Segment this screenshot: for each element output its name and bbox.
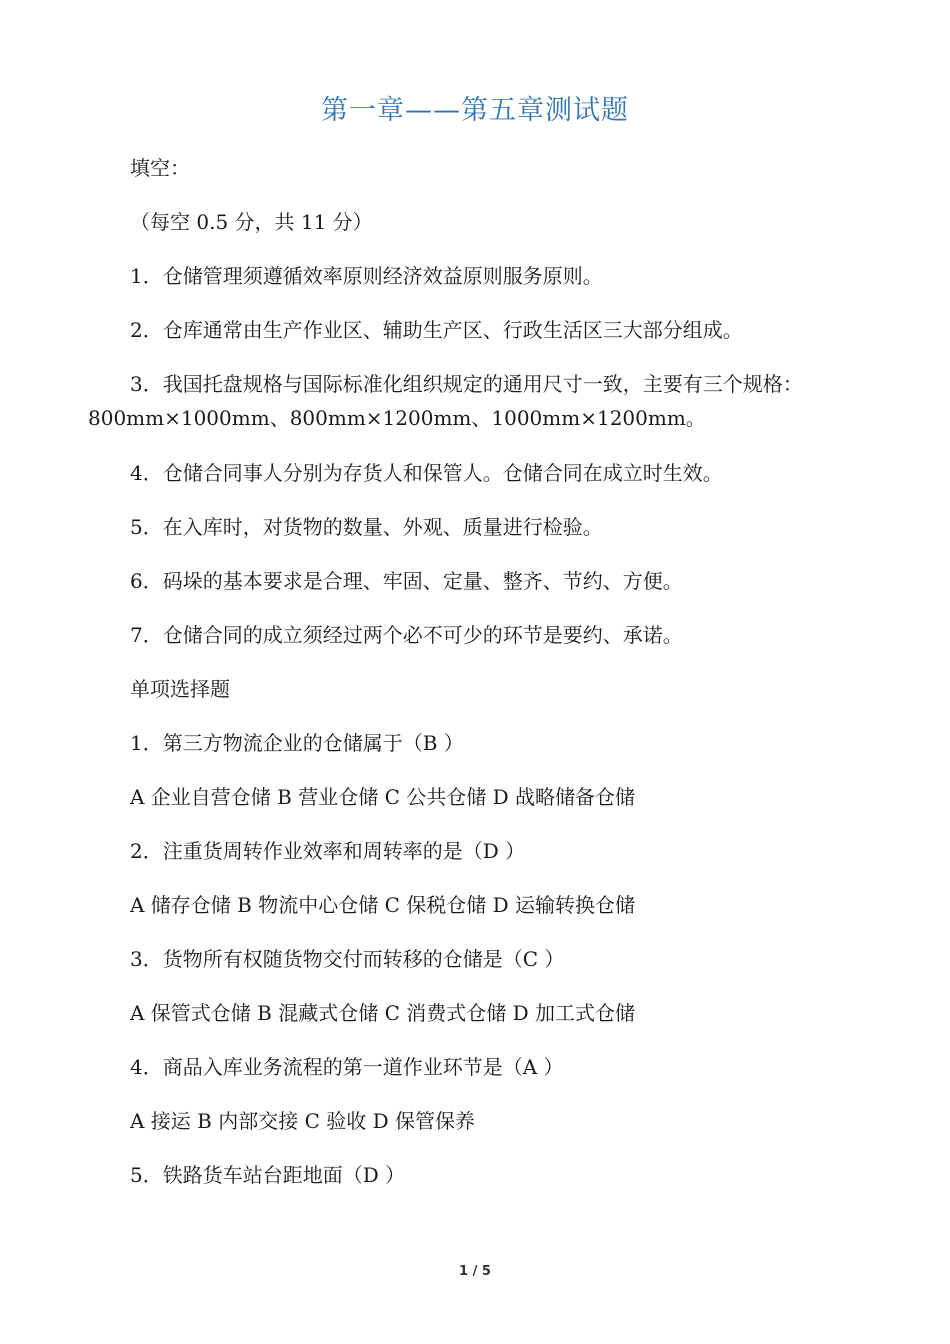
fill-blank-item-5: 5．在入库时，对货物的数量、外观、质量进行检验。	[130, 515, 603, 539]
page-title: 第一章——第五章测试题	[321, 95, 629, 126]
question-1: 1．第三方物流企业的仓储属于（B ）	[130, 731, 464, 755]
question-5: 5．铁路货车站台距地面（D ）	[130, 1163, 406, 1187]
question-3: 3．货物所有权随货物交付而转移的仓储是（C ）	[130, 947, 565, 971]
fill-blank-item-3: 3．我国托盘规格与国际标准化组织规定的通用尺寸一致，主要有三个规格：800mm×1000mm、800mm×1200mm、1000mm×1200mm。	[88, 372, 803, 430]
fill-blank-heading: 填空：	[130, 156, 190, 180]
fill-blank-item-1: 1．仓储管理须遵循效率原则经济效益原则服务原则。	[130, 264, 603, 288]
fill-blank-item-4: 4．仓储合同事人分别为存货人和保管人。仓储合同在成立时生效。	[130, 461, 723, 485]
question-1-options: A 企业自营仓储 B 营业仓储 C 公共仓储 D 战略储备仓储	[130, 785, 635, 809]
fill-blank-item-2: 2．仓库通常由生产作业区、辅助生产区、行政生活区三大部分组成。	[130, 318, 743, 342]
fill-blank-score-note: （每空 0.5 分，共 11 分）	[130, 210, 373, 234]
question-2: 2．注重货周转作业效率和周转率的是（D ）	[130, 839, 526, 863]
question-3-options: A 保管式仓储 B 混藏式仓储 C 消费式仓储 D 加工式仓储	[130, 1001, 635, 1025]
question-2-options: A 储存仓储 B 物流中心仓储 C 保税仓储 D 运输转换仓储	[130, 893, 635, 917]
fill-blank-item-7: 7．仓储合同的成立须经过两个必不可少的环节是要约、承诺。	[130, 623, 683, 647]
fill-blank-item-6: 6．码垛的基本要求是合理、牢固、定量、整齐、节约、方便。	[130, 569, 683, 593]
question-4: 4．商品入库业务流程的第一道作业环节是（A ）	[130, 1055, 564, 1079]
question-4-options: A 接运 B 内部交接 C 验收 D 保管保养	[130, 1109, 475, 1133]
single-choice-heading: 单项选择题	[130, 677, 230, 701]
page-indicator: 1 / 5	[459, 1264, 491, 1279]
